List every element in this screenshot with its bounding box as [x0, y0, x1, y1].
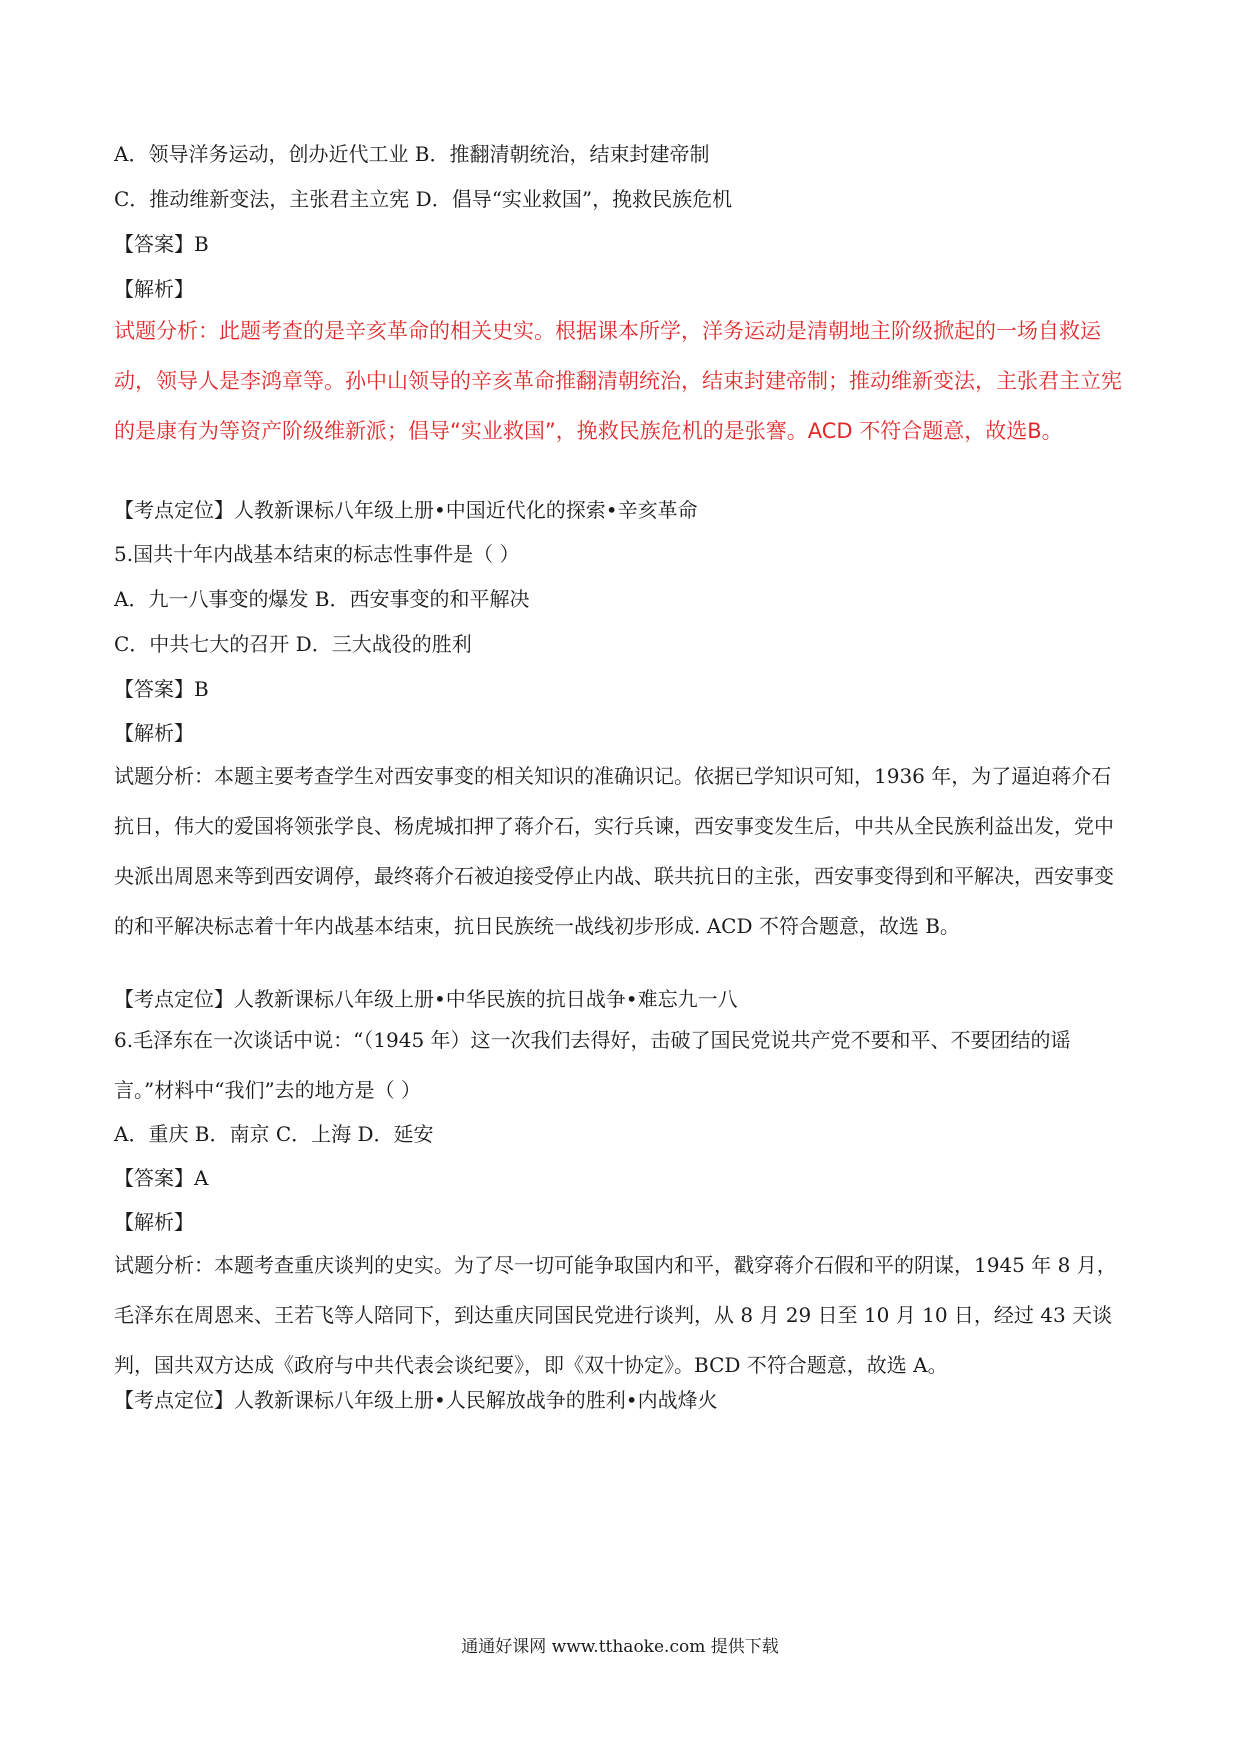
q5-knowledge-point: 【考点定位】人教新课标八年级上册•中华民族的抗日战争•难忘九一八 — [114, 987, 738, 1011]
q6-analysis-label: 【解析】 — [114, 1210, 194, 1234]
q5-options-ab: A．九一八事变的爆发 B．西安事变的和平解决 — [114, 587, 530, 611]
q4-options-ab: A．领导洋务运动，创办近代工业 B．推翻清朝统治，结束封建帝制 — [114, 142, 710, 166]
q4-knowledge-point: 【考点定位】人教新课标八年级上册•中国近代化的探索•辛亥革命 — [114, 498, 698, 522]
q6-options: A．重庆 B．南京 C．上海 D．延安 — [114, 1122, 434, 1146]
q5-options-cd: C．中共七大的召开 D．三大战役的胜利 — [114, 632, 472, 656]
q6-knowledge-point: 【考点定位】人教新课标八年级上册•人民解放战争的胜利•内战烽火 — [114, 1388, 718, 1412]
q6-analysis-text: 试题分析：本题考查重庆谈判的史实。为了尽一切可能争取国内和平，戳穿蒋介石假和平的阴谋，1945 年 8 月，毛泽东在周恩来、王若飞等人陪同下，到达重庆同国民党进行谈判，从 8 月 29 日至 10 月 10 日，经过 43 天谈判，国共双方达成《政府与中共代表会谈纪要》，即《双十协定》。BCD 不符合题意，故选 A。 — [114, 1253, 1117, 1377]
page-footer: 通通好课网 www.tthaoke.com 提供下载 — [461, 1637, 779, 1657]
q4-options-cd: C．推动维新变法，主张君主立宪 D．倡导“实业救国”，挽救民族危机 — [114, 187, 733, 211]
q5-analysis-text: 试题分析：本题主要考查学生对西安事变的相关知识的准确识记。依据已学知识可知，1936 年，为了逼迫蒋介石抗日，伟大的爱国将领张学良、杨虎城扣押了蒋介石，实行兵谏，西安事变发生后，中共从全民族利益出发，党中央派出周恩来等到西安调停，最终蒋介石被迫接受停止内战、联共抗日的主张，西安事变得到和平解决，西安事变的和平解决标志着十年内战基本结束，抗日民族统一战线初步形成. ACD 不符合题意，故选 B。 — [114, 764, 1114, 938]
q4-analysis-text: 试题分析：此题考查的是辛亥革命的相关史实。根据课本所学，洋务运动是清朝地主阶级掀起的一场自救运动，领导人是李鸿章等。孙中山领导的辛亥革命推翻清朝统治，结束封建帝制；推动维新变法，主张君主立宪的是康有为等资产阶级维新派；倡导“实业救国”，挽救民族危机的是张謇。ACD 不符合题意，故选B。 — [114, 319, 1122, 443]
q6-question: 6.毛泽东在一次谈话中说：“（1945 年）这一次我们去得好，击破了国民党说共产党不要和平、不要团结的谣言。”材料中“我们”去的地方是（ ） — [114, 1028, 1071, 1102]
q4-answer: 【答案】B — [114, 232, 209, 256]
q5-answer: 【答案】B — [114, 677, 209, 701]
q5-question: 5.国共十年内战基本结束的标志性事件是（ ） — [114, 542, 520, 566]
q6-answer: 【答案】A — [114, 1166, 209, 1190]
q5-analysis-label: 【解析】 — [114, 721, 194, 745]
q4-analysis-label: 【解析】 — [114, 277, 194, 301]
